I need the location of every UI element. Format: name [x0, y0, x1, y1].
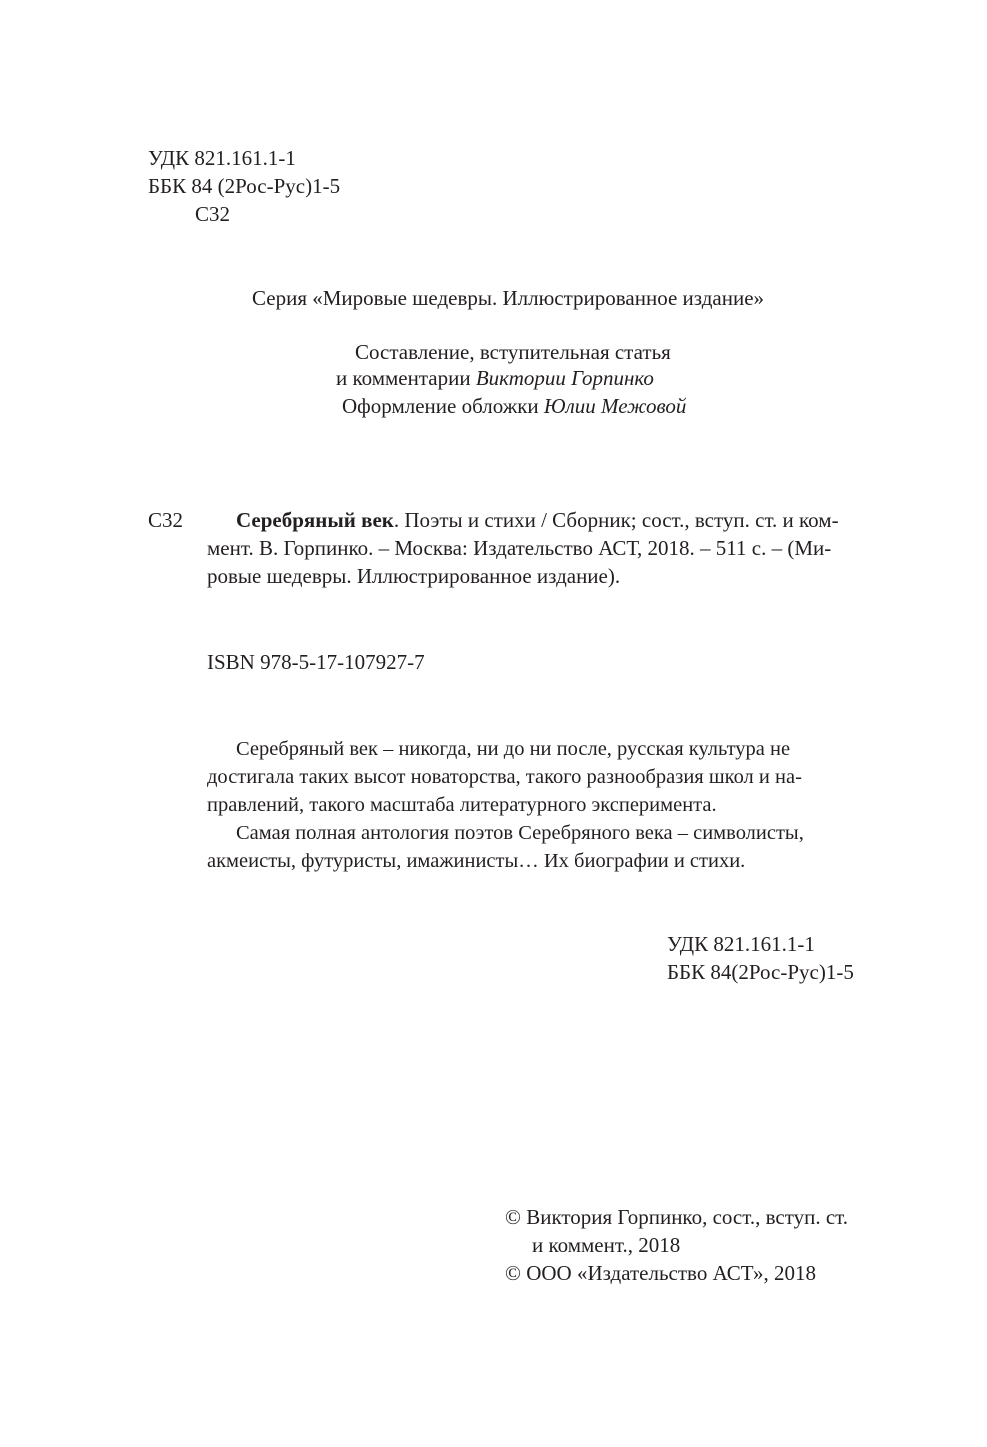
series-line: Серия «Мировые шедевры. Иллюстрированное издание» [252, 286, 765, 310]
credits-line-2-prefix: и комментарии [336, 366, 476, 390]
credits-line-3-prefix: Оформление обложки [342, 394, 544, 418]
compiler-name: Виктории Горпинко [475, 366, 654, 390]
credits-line-1: Составление, вступительная статья [355, 340, 671, 364]
copyright-line-1: © Виктория Горпинко, сост., вступ. ст. [505, 1205, 849, 1229]
catalog-line-2: мент. В. Горпинко. – Москва: Издательство АСТ, 2018. – 511 с. – (Ми- [207, 536, 832, 560]
footer-bbk: ББК 84(2Рос-Рус)1-5 [667, 960, 854, 984]
book-title: Серебряный век [236, 508, 394, 532]
cover-designer-name: Юлии Межовой [543, 394, 687, 418]
catalog-sign: С32 [148, 508, 184, 532]
isbn: ISBN 978-5-17-107927-7 [207, 650, 425, 674]
copyright-line-2: и коммент., 2018 [532, 1233, 681, 1257]
catalog-line-1-rest: . Поэты и стихи / Сборник; сост., вступ. ст. и ком- [393, 508, 839, 532]
annotation-p1-line-1: Серебряный век – никогда, ни до ни после, русская культура не [236, 738, 791, 760]
annotation-p1-line-2: достигала таких высот новаторства, такого разнообразия школ и на- [207, 766, 802, 788]
header-bbk: ББК 84 (2Рос-Рус)1-5 [148, 174, 341, 198]
credits-line-2 [336, 363, 654, 393]
annotation-p1-line-3: правлений, такого масштаба литературного эксперимента. [207, 794, 717, 816]
annotation-p2-line-1: Самая полная антология поэтов Серебряного века – символисты, [236, 822, 804, 844]
credits-line-3 [342, 391, 686, 421]
annotation-p2-line-2: акмеисты, футуристы, имажинисты… Их биографии и стихи. [207, 850, 746, 872]
catalog-line-1 [236, 505, 839, 535]
header-udk: УДК 821.161.1-1 [148, 146, 296, 170]
catalog-line-3: ровые шедевры. Иллюстрированное издание). [207, 564, 621, 588]
header-author-sign: С32 [195, 202, 231, 226]
footer-udk: УДК 821.161.1-1 [667, 932, 815, 956]
copyright-line-3: © ООО «Издательство АСТ», 2018 [505, 1261, 816, 1285]
